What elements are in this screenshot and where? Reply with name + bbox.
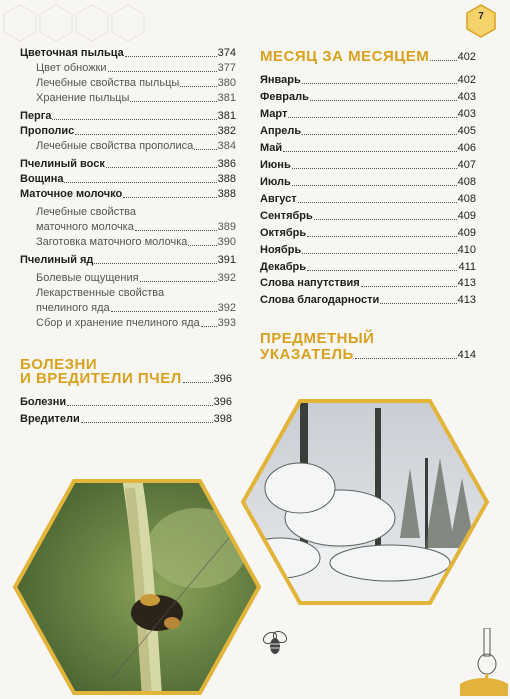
leader-dots bbox=[194, 149, 216, 150]
leader-dots bbox=[108, 71, 217, 72]
index-title-line1: ПРЕДМЕТНЫЙ bbox=[260, 330, 375, 347]
toc-entry[interactable] bbox=[260, 226, 476, 240]
toc-entry[interactable] bbox=[36, 271, 236, 285]
toc-label: Болевые ощущения bbox=[36, 272, 139, 284]
toc-page: 409 bbox=[457, 210, 476, 222]
leader-dots bbox=[140, 281, 217, 282]
toc-page: 374 bbox=[217, 47, 236, 59]
toc-entry[interactable] bbox=[260, 192, 476, 206]
toc-entry[interactable] bbox=[260, 260, 476, 274]
toc-label: Апрель bbox=[260, 125, 302, 137]
leader-dots bbox=[75, 134, 216, 135]
toc-label: Октябрь bbox=[260, 227, 307, 239]
toc-page: 411 bbox=[458, 261, 476, 273]
toc-label: Сбор и хранение пчелиного яда bbox=[36, 317, 200, 329]
toc-entry[interactable] bbox=[36, 220, 236, 234]
leader-dots bbox=[302, 134, 456, 135]
toc-label: Болезни bbox=[20, 396, 67, 408]
leader-dots bbox=[283, 151, 456, 152]
month-title: МЕСЯЦ ЗА МЕСЯЦЕМ bbox=[260, 48, 430, 65]
leader-dots bbox=[302, 83, 457, 84]
toc-label: Декабрь bbox=[260, 261, 306, 273]
toc-page: 386 bbox=[217, 158, 236, 170]
toc-page: 381 bbox=[217, 92, 236, 104]
leader-dots bbox=[180, 86, 216, 87]
toc-label: Слова благодарности bbox=[260, 294, 380, 306]
toc-entry[interactable] bbox=[20, 109, 236, 123]
toc-label: маточного молочка bbox=[36, 221, 134, 233]
toc-page: 396 bbox=[213, 396, 232, 408]
toc-entry[interactable] bbox=[260, 175, 476, 189]
toc-entry[interactable] bbox=[36, 286, 236, 300]
leader-dots bbox=[292, 168, 457, 169]
toc-label: Лечебные свойства пыльцы bbox=[36, 77, 180, 89]
toc-entry[interactable] bbox=[36, 235, 236, 249]
toc-label: Прополис bbox=[20, 125, 75, 137]
toc-page: 405 bbox=[457, 125, 476, 137]
toc-entry[interactable] bbox=[260, 141, 476, 155]
leader-dots bbox=[123, 197, 216, 198]
toc-page: 384 bbox=[217, 140, 236, 152]
toc-page: 403 bbox=[457, 91, 476, 103]
toc-entry[interactable] bbox=[20, 395, 232, 409]
toc-label: Цветочная пыльца bbox=[20, 47, 124, 59]
toc-label: Заготовка маточного молочка bbox=[36, 236, 188, 248]
toc-label: Август bbox=[260, 193, 297, 205]
toc-page: 408 bbox=[457, 193, 476, 205]
toc-entry[interactable] bbox=[20, 124, 236, 138]
toc-page: 377 bbox=[217, 62, 236, 74]
toc-page: 408 bbox=[457, 176, 476, 188]
toc-label: Февраль bbox=[260, 91, 309, 103]
toc-label: Лечебные свойства bbox=[36, 206, 137, 218]
toc-entry[interactable] bbox=[260, 209, 476, 223]
toc-label: Январь bbox=[260, 74, 301, 86]
toc-page: 403 bbox=[457, 108, 476, 120]
month-title-row[interactable] bbox=[260, 50, 476, 64]
leader-dots bbox=[292, 185, 457, 186]
leader-dots bbox=[298, 202, 457, 203]
leader-dots bbox=[188, 245, 216, 246]
leader-dots bbox=[361, 286, 457, 287]
leader-dots bbox=[201, 326, 217, 327]
page-number: 7 bbox=[478, 11, 484, 22]
toc-label: Май bbox=[260, 142, 283, 154]
leader-dots bbox=[183, 382, 213, 383]
leader-dots bbox=[52, 119, 216, 120]
toc-entry[interactable] bbox=[260, 107, 476, 121]
toc-entry[interactable] bbox=[20, 172, 236, 186]
toc-label: Цвет обножки bbox=[36, 62, 107, 74]
toc-label: Хранение пыльцы bbox=[36, 92, 130, 104]
leader-dots bbox=[310, 100, 457, 101]
toc-page: 398 bbox=[213, 413, 232, 425]
toc-page: 393 bbox=[217, 317, 236, 329]
toc-label: Июнь bbox=[260, 159, 291, 171]
toc-entry[interactable] bbox=[260, 243, 476, 257]
leader-dots bbox=[125, 56, 217, 57]
leader-dots bbox=[307, 270, 457, 271]
toc-entry[interactable] bbox=[36, 205, 236, 219]
toc-label: пчелиного яда bbox=[36, 302, 110, 314]
toc-page: 413 bbox=[457, 277, 476, 289]
toc-label: Лечебные свойства прополиса bbox=[36, 140, 194, 152]
toc-page: 406 bbox=[457, 142, 476, 154]
diseases-title-line1: БОЛЕЗНИ bbox=[20, 356, 98, 373]
leader-dots bbox=[307, 236, 456, 237]
toc-label: Пчелиный яд bbox=[20, 254, 94, 266]
toc-page: 407 bbox=[457, 159, 476, 171]
leader-dots bbox=[288, 117, 456, 118]
toc-page: 392 bbox=[217, 272, 236, 284]
toc-entry[interactable] bbox=[260, 124, 476, 138]
leader-dots bbox=[314, 219, 457, 220]
toc-entry[interactable] bbox=[260, 73, 476, 87]
toc-entry[interactable] bbox=[260, 293, 476, 307]
toc-entry[interactable] bbox=[260, 158, 476, 172]
bee-icon bbox=[258, 626, 292, 660]
leader-dots bbox=[94, 263, 216, 264]
toc-label: Ноябрь bbox=[260, 244, 302, 256]
winter-forest-photo bbox=[240, 398, 490, 606]
leader-dots bbox=[111, 311, 217, 312]
toc-entry[interactable] bbox=[20, 253, 236, 267]
toc-label: Маточное молочко bbox=[20, 188, 123, 200]
toc-entry[interactable] bbox=[260, 276, 476, 290]
leader-dots bbox=[81, 422, 213, 423]
willow-bee-photo bbox=[12, 478, 262, 696]
toc-entry[interactable] bbox=[36, 76, 236, 90]
toc-label: Сентябрь bbox=[260, 210, 313, 222]
toc-entry[interactable] bbox=[36, 61, 236, 75]
toc-page: 391 bbox=[217, 254, 236, 266]
toc-label: Перга bbox=[20, 110, 52, 122]
toc-page: 389 bbox=[217, 221, 236, 233]
toc-entry[interactable] bbox=[20, 187, 236, 201]
toc-entry[interactable] bbox=[20, 46, 236, 60]
toc-page: 413 bbox=[457, 294, 476, 306]
toc-page: 414 bbox=[457, 349, 476, 361]
toc-page: 388 bbox=[217, 188, 236, 200]
toc-page: 381 bbox=[217, 110, 236, 122]
diseases-title-row[interactable] bbox=[20, 372, 232, 386]
toc-label: Июль bbox=[260, 176, 291, 188]
honey-dipper-icon bbox=[460, 628, 508, 696]
toc-page: 388 bbox=[217, 173, 236, 185]
toc-entry[interactable] bbox=[36, 91, 236, 105]
leader-dots bbox=[355, 358, 457, 359]
toc-page: 380 bbox=[217, 77, 236, 89]
toc-page: 382 bbox=[217, 125, 236, 137]
leader-dots bbox=[130, 101, 216, 102]
toc-label: Вощина bbox=[20, 173, 64, 185]
index-title-row[interactable] bbox=[260, 348, 476, 362]
leader-dots bbox=[106, 167, 217, 168]
leader-dots bbox=[302, 253, 456, 254]
toc-entry[interactable] bbox=[20, 157, 236, 171]
toc-entry[interactable] bbox=[260, 90, 476, 104]
toc-page: 402 bbox=[457, 74, 476, 86]
leader-dots bbox=[67, 405, 212, 406]
toc-page: 402 bbox=[457, 51, 476, 63]
toc-label: Пчелиный воск bbox=[20, 158, 105, 170]
toc-entry[interactable] bbox=[20, 412, 232, 426]
toc-entry[interactable] bbox=[36, 139, 236, 153]
leader-dots bbox=[380, 303, 456, 304]
toc-page: 409 bbox=[457, 227, 476, 239]
leader-dots bbox=[430, 60, 456, 61]
toc-label: Слова напутствия bbox=[260, 277, 360, 289]
toc-label: Вредители bbox=[20, 413, 80, 425]
toc-label: Лекарственные свойства bbox=[36, 287, 165, 299]
diseases-title-line2: И ВРЕДИТЕЛИ ПЧЕЛ bbox=[20, 370, 182, 387]
leader-dots bbox=[135, 230, 217, 231]
toc-entry[interactable] bbox=[36, 316, 236, 330]
leader-dots bbox=[64, 182, 216, 183]
toc-page: 390 bbox=[217, 236, 236, 248]
toc-page: 392 bbox=[217, 302, 236, 314]
toc-page: 410 bbox=[457, 244, 476, 256]
toc-page: 396 bbox=[213, 373, 232, 385]
toc-label: Март bbox=[260, 108, 288, 120]
toc-entry[interactable] bbox=[36, 301, 236, 315]
index-title-line2: УКАЗАТЕЛЬ bbox=[260, 346, 354, 363]
